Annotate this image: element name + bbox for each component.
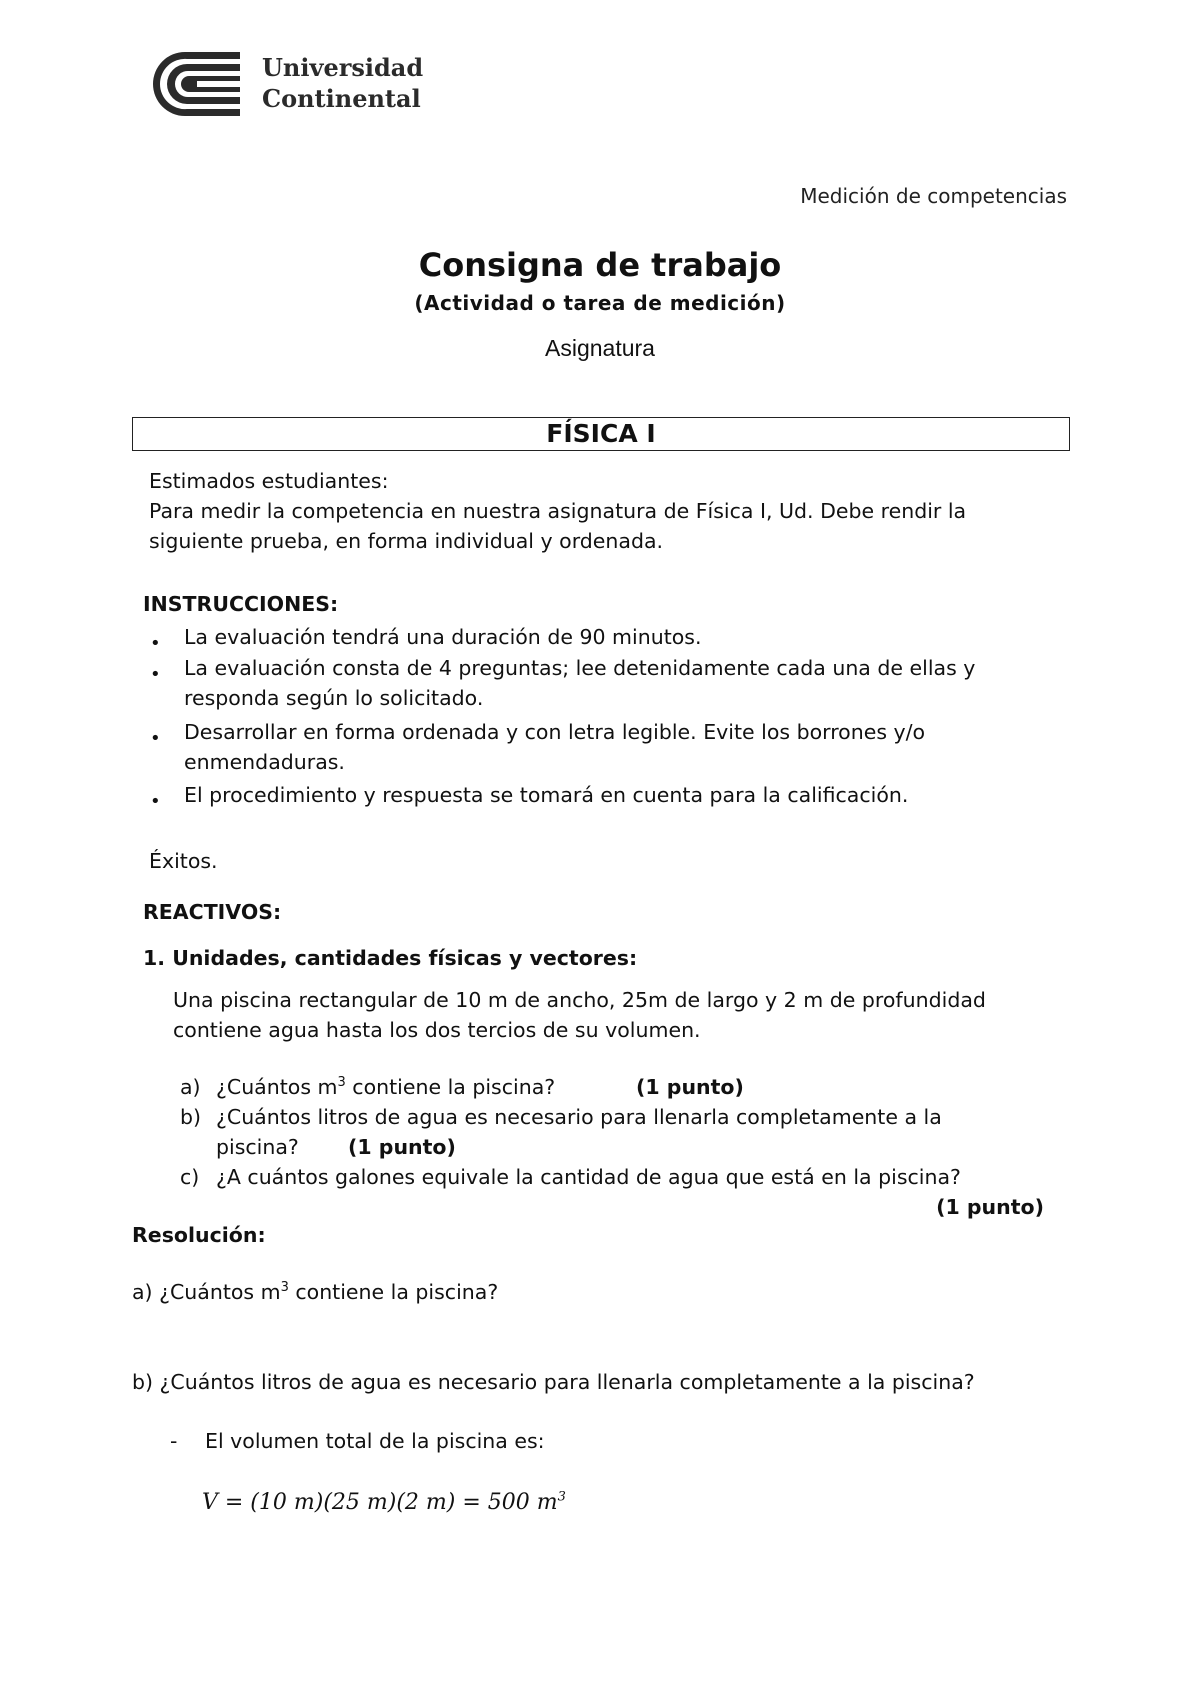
- bullet-3: •: [150, 728, 161, 749]
- resolution-a: a) ¿Cuántos $m^3$ contiene la piscina?: [132, 1280, 499, 1304]
- part-b-question: ¿Cuántos litros de agua es necesario para llenarla completamente a la: [216, 1105, 942, 1129]
- question-1-statement: Una piscina rectangular de 10 m de ancho, 25m de largo y 2 m de profundidad: [173, 988, 986, 1012]
- question-1-heading: 1. Unidades, cantidades físicas y vectores:: [143, 946, 638, 970]
- volume-formula: V = (10 m)(25 m)(2 m) = 500 $m^3$: [202, 1489, 566, 1515]
- instruction-4: El procedimiento y respuesta se tomará en cuenta para la calificación.: [184, 783, 909, 807]
- instruction-3: Desarrollar en forma ordenada y con letra legible. Evite los borrones y/o: [184, 720, 926, 744]
- question-1-statement-cont: contiene agua hasta los dos tercios de su volumen.: [173, 1018, 701, 1042]
- intro-line-2: siguiente prueba, en forma individual y ordenada.: [149, 529, 664, 553]
- part-b-question-cont: piscina?: [216, 1135, 299, 1159]
- page-title: Consigna de trabajo: [418, 246, 782, 284]
- instruction-2: La evaluación consta de 4 preguntas; lee detenidamente cada una de ellas y: [184, 656, 976, 680]
- bullet-1: •: [150, 633, 161, 654]
- closing: Éxitos.: [149, 849, 218, 873]
- part-a-points: (1 punto): [636, 1075, 744, 1099]
- greeting: Estimados estudiantes:: [149, 469, 389, 493]
- part-b-points: (1 punto): [348, 1135, 456, 1159]
- bullet-4: •: [150, 791, 161, 812]
- part-c-points: (1 punto): [936, 1195, 1044, 1219]
- course-title-box: FÍSICA I: [132, 417, 1070, 451]
- instruction-2-cont: responda según lo solicitado.: [184, 686, 484, 710]
- part-a-question: ¿Cuántos $m^3$ contiene la piscina?: [216, 1075, 556, 1099]
- resolution-b: b) ¿Cuántos litros de agua es necesario para llenarla completamente a la piscina?: [132, 1370, 975, 1394]
- part-c-marker: c): [180, 1165, 200, 1189]
- part-b-marker: b): [180, 1105, 202, 1129]
- instruction-1: La evaluación tendrá una duración de 90 minutos.: [184, 625, 702, 649]
- instructions-heading: INSTRUCCIONES:: [143, 592, 339, 616]
- part-a-marker: a): [180, 1075, 201, 1099]
- dash-marker: -: [170, 1429, 178, 1453]
- bullet-2: •: [150, 664, 161, 685]
- resolution-heading: Resolución:: [132, 1223, 266, 1247]
- intro-line-1: Para medir la competencia en nuestra asignatura de Física I, Ud. Debe rendir la: [149, 499, 967, 523]
- reactivos-heading: REACTIVOS:: [143, 900, 282, 924]
- section-label: Medición de competencias: [800, 184, 1067, 208]
- asignatura-label: Asignatura: [545, 335, 655, 361]
- university-name: Universidad Continental: [262, 53, 424, 113]
- instruction-3-cont: enmendaduras.: [184, 750, 345, 774]
- page-subtitle: (Actividad o tarea de medición): [414, 291, 786, 315]
- volume-text: El volumen total de la piscina es:: [205, 1429, 545, 1453]
- part-c-question: ¿A cuántos galones equivale la cantidad de agua que está en la piscina?: [216, 1165, 961, 1189]
